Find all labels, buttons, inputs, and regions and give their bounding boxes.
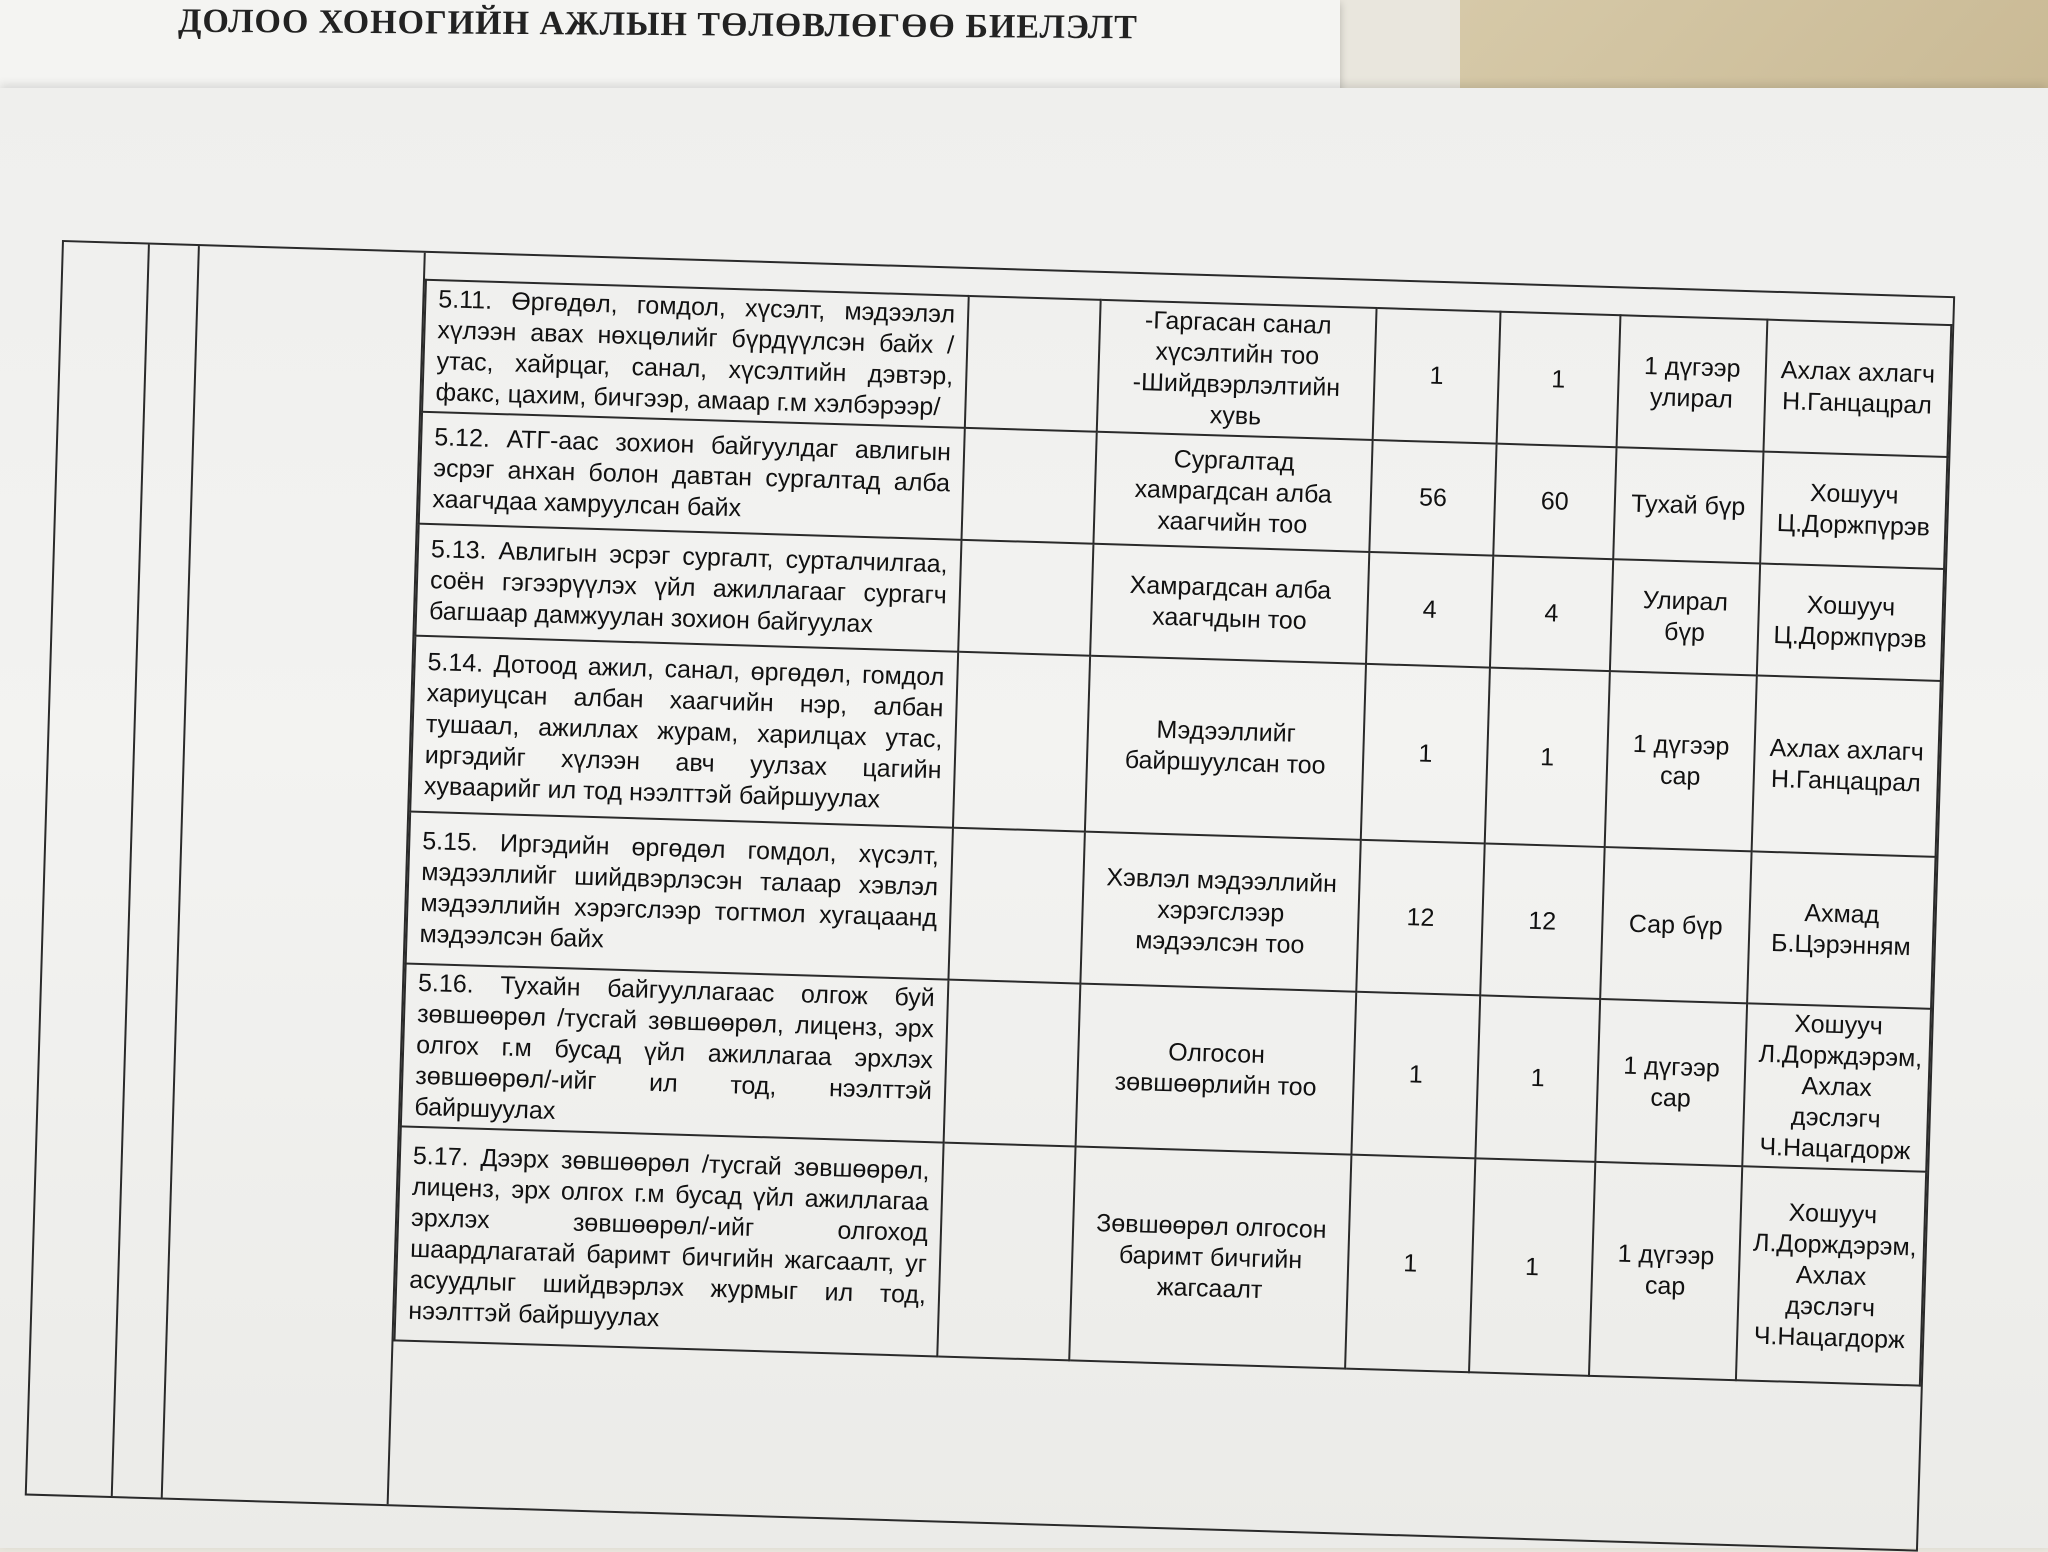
empty-cell <box>961 428 1097 544</box>
empty-cell <box>953 652 1091 832</box>
actual-value-cell: 60 <box>1493 444 1616 560</box>
task-cell: 5.16. Тухайн байгууллагаас олгож буй зөвшөөрөл /тусгай зөвшөөрөл, лиценз, эрх олгох г.м бусад үйл ажиллагаа эрхлэх зөвшөөрөл/-ийг ил тод, нээлттэй байршуулах <box>401 964 948 1143</box>
responsible-cell: Ахлах ахлагч Н.Ганцацрал <box>1764 320 1952 457</box>
empty-cell <box>937 1143 1076 1361</box>
indicator-cell: Зөвшөөрөл олгосон баримт бичгийн жагсаалт <box>1070 1146 1352 1368</box>
responsible-cell: Хошууч Л.Дорждэрэм, Ахлах дэслэгч Ч.Нацагдорж <box>1736 1166 1926 1385</box>
actual-value-cell: 1 <box>1497 312 1621 447</box>
task-cell: 5.15. Иргэдийн өргөдөл гомдол, хүсэлт, мэдээллийг шийдвэрлэсэн талаар хэвлэл мэдээллийн хэрэгслээр тогтмол хугацаанд мэдээлсэн байх <box>406 812 953 980</box>
table-body <box>395 280 1952 1386</box>
task-cell: 5.17. Дээрх зөвшөөрөл /тусгай зөвшөөрөл, лиценз, эрх олгох г.м бусад үйл ажиллагаа эрхлэх зөвшөөрөл/-ийг олгоход шаардлагатай баримт бичгийн жагсаалт, уг асуудлыг шийдвэрлэх журмыг ил тод, нээлттэй байршуулах <box>395 1126 944 1356</box>
indicator-cell: Хэвлэл мэдээллийн хэрэгслээр мэдээлсэн тоо <box>1081 832 1361 992</box>
plan-value-cell: 4 <box>1366 552 1493 668</box>
column-divider <box>161 246 200 1498</box>
page-title: ДОЛОО ХОНОГИЙН АЖЛЫН ТӨЛӨВЛӨГӨӨ БИЕЛЭЛТ <box>177 2 1138 47</box>
actual-value-cell: 4 <box>1490 556 1613 672</box>
column-divider <box>111 245 150 1497</box>
document-page <box>0 88 2048 1548</box>
period-cell: 1 дүгээр улирал <box>1616 315 1767 451</box>
period-cell: Тухай бүр <box>1613 447 1764 563</box>
task-cell: 5.12. АТГ-аас зохион байгуулдаг авлигын эсрэг анхан болон давтан сургалтад алба хаагчдаа хамруулсан байх <box>419 412 965 540</box>
indicator-cell: Хамрагдсан алба хаагчдын тоо <box>1090 544 1369 664</box>
task-cell: 5.14. Дотоод ажил, санал, өргөдөл, гомдол хариуцсан албан хаагчийн нэр, албан тушаал, ажиллах журам, харилцах утас, иргэдийг хүлээн авч уулзах цагийн хуваарийг ил тод нээлттэй байршуулах <box>410 636 958 828</box>
indicator-cell: Олгосон зөвшөөрлийн тоо <box>1076 984 1356 1155</box>
responsible-cell: Хошууч Л.Дорждэрэм, Ахлах дэслэгч Ч.Нацагдорж <box>1742 1003 1931 1171</box>
work-plan-table <box>393 279 1952 1387</box>
indicator-cell: Сургалтад хамрагдсан алба хаагчийн тоо <box>1094 432 1373 552</box>
empty-cell <box>948 828 1085 984</box>
task-cell: 5.13. Авлигын эсрэг сургалт, сурталчилгаа, соён гэгээрүүлэх үйл ажиллагааг сургагч багшаар дамжуулан зохион байгуулах <box>415 524 961 652</box>
actual-value-cell: 12 <box>1480 843 1604 998</box>
period-cell: 1 дүгээр сар <box>1595 999 1747 1166</box>
plan-value-cell: 1 <box>1373 308 1501 444</box>
responsible-cell: Хошууч Ц.Доржпүрэв <box>1760 452 1947 569</box>
actual-value-cell: 1 <box>1475 995 1599 1161</box>
responsible-cell: Хошууч Ц.Доржпүрэв <box>1757 564 1944 681</box>
indicator-cell: Мэдээллийг байршуулсан тоо <box>1085 656 1366 840</box>
period-cell: Улирал бүр <box>1610 559 1761 675</box>
period-cell: 1 дүгээр сар <box>1589 1162 1743 1380</box>
plan-value-cell: 1 <box>1351 992 1480 1159</box>
period-cell: 1 дүгээр сар <box>1604 671 1757 851</box>
responsible-cell: Ахмад Б.Цэрэнням <box>1747 851 1935 1008</box>
empty-cell <box>965 296 1101 432</box>
empty-cell <box>958 540 1094 656</box>
task-cell: 5.11. Өргөдөл, гомдол, хүсэлт, мэдээлэл хүлээн авах нөхцөлийг бүрдүүлсэн байх /утас, хайрцаг, санал, хүсэлтийн дэвтэр, факс, цахим, бичгээр, амаар г.м хэлбэрээр/ <box>422 280 969 428</box>
actual-value-cell: 1 <box>1485 668 1610 847</box>
responsible-cell: Ахлах ахлагч Н.Ганцацрал <box>1752 675 1941 856</box>
plan-value-cell: 1 <box>1361 664 1490 844</box>
plan-value-cell: 1 <box>1345 1155 1475 1373</box>
table-row <box>395 1126 1927 1385</box>
plan-value-cell: 12 <box>1356 840 1484 996</box>
table-frame <box>25 240 1955 1552</box>
indicator-cell: -Гаргасан санал хүсэлтийн тоо -Шийдвэрлэлтийн хувь <box>1097 300 1376 440</box>
empty-cell <box>943 980 1080 1147</box>
period-cell: Сар бүр <box>1600 847 1752 1003</box>
plan-value-cell: 56 <box>1369 440 1496 556</box>
actual-value-cell: 1 <box>1469 1158 1595 1375</box>
